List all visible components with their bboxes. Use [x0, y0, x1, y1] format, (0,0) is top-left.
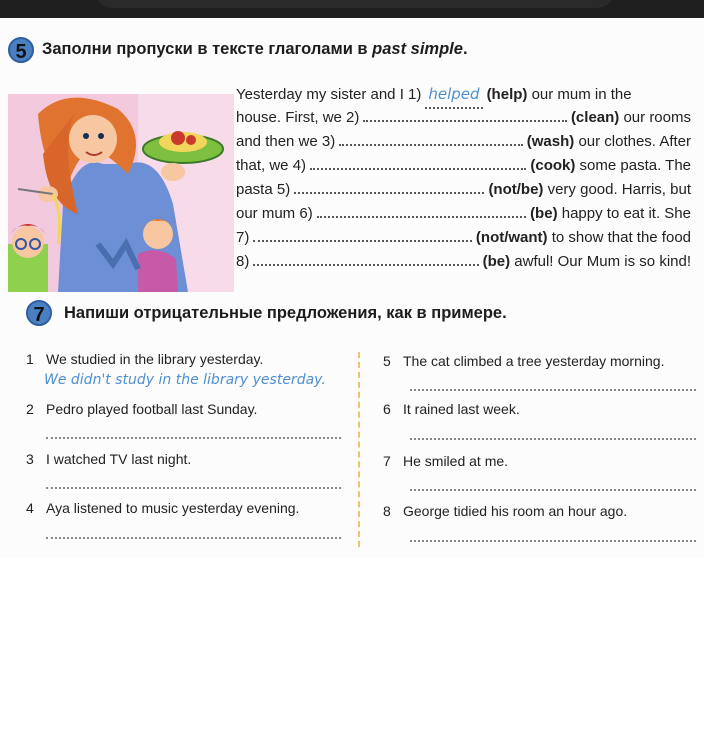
answer-line-2[interactable] [46, 437, 341, 439]
answer-blank-4[interactable] [310, 168, 526, 170]
item-text: Pedro played football last Sunday. [46, 401, 258, 417]
answer-line-8[interactable] [410, 540, 696, 542]
line-text: our rooms [623, 109, 691, 126]
girl-cooking-illustration [8, 94, 234, 292]
text-line-4 [236, 154, 691, 178]
text-line-1 [236, 82, 691, 106]
answer-helped[interactable]: helped [428, 85, 480, 103]
top-bar [0, 0, 704, 18]
sentence-item-8 [383, 503, 627, 519]
line-text: and then we 3) [236, 133, 336, 150]
answer-line-6[interactable] [410, 438, 696, 440]
verb-hint: (help) [486, 86, 528, 103]
answer-blank-6[interactable] [317, 216, 526, 218]
line-text: very good. Harris, but [547, 181, 691, 198]
line-text: house. First, we 2) [236, 109, 360, 126]
line-text: our mum 6) [236, 205, 313, 222]
item-text: George tidied his room an hour ago. [403, 503, 628, 519]
line-text: some pasta. The [579, 157, 691, 174]
exercise-5-badge: 5 [8, 37, 34, 63]
item-text: It rained last week. [403, 401, 520, 417]
item-number: 1 [26, 351, 34, 367]
verb-hint: (cook) [530, 157, 576, 174]
line-text: 7) [236, 229, 250, 246]
line-text: to show that the food [551, 229, 691, 246]
item-number: 2 [26, 401, 34, 417]
verb-hint: (clean) [570, 109, 620, 126]
example-answer: We didn't study in the library yesterday. [44, 372, 326, 388]
exercise-5-title [42, 40, 468, 59]
line-text: that, we 4) [236, 157, 307, 174]
item-number: 4 [26, 500, 34, 516]
item-number: 7 [383, 453, 391, 469]
answer-blank-2[interactable] [363, 120, 567, 122]
item-text: The cat climbed a tree yesterday morning. [403, 353, 665, 369]
exercise-7-title: Напиши отрицательные предложения, как в примере. [64, 304, 507, 322]
exercise-5-text [236, 82, 691, 274]
sentence-item-5 [383, 353, 664, 369]
item-number: 6 [383, 401, 391, 417]
answer-line-7[interactable] [410, 489, 696, 491]
answer-blank-5[interactable] [294, 192, 484, 194]
text-line-2 [236, 106, 691, 130]
exercise-5-title-end: . [462, 40, 468, 58]
line-text: Yesterday my sister and I 1) [236, 86, 422, 103]
sentence-item-7 [383, 453, 508, 469]
text-line-6 [236, 202, 691, 226]
verb-hint: (not/be) [488, 181, 544, 198]
exercise-5-title-text: Заполни пропуски в тексте глаголами в [42, 40, 373, 58]
exercise-7-badge: 7 [26, 300, 52, 326]
top-bar-pill [95, 0, 615, 8]
column-divider [358, 352, 360, 547]
verb-hint: (be) [482, 253, 511, 270]
item-number: 8 [383, 503, 391, 519]
answer-line-4[interactable] [46, 537, 341, 539]
item-text: We studied in the library yesterday. [46, 351, 264, 367]
text-line-5 [236, 178, 691, 202]
verb-hint: (be) [530, 205, 558, 222]
answer-blank-8[interactable] [253, 264, 478, 266]
item-number: 5 [383, 353, 391, 369]
line-text: awful! Our Mum is so kind! [514, 253, 691, 270]
sentence-item-3 [26, 451, 191, 467]
text-line-7 [236, 226, 691, 250]
sentence-item-2 [26, 401, 257, 417]
item-number: 3 [26, 451, 34, 467]
line-text: pasta 5) [236, 181, 291, 198]
sentence-item-6 [383, 401, 520, 417]
answer-line-5[interactable] [410, 389, 696, 391]
item-text: He smiled at me. [403, 453, 509, 469]
verb-hint: (wash) [526, 133, 575, 150]
answer-blank-3[interactable] [339, 144, 523, 146]
text-line-8 [236, 250, 691, 274]
line-text: 8) [236, 253, 250, 270]
item-text: I watched TV last night. [46, 451, 192, 467]
line-text: our mum in the [531, 86, 632, 103]
item-text: Aya listened to music yesterday evening. [46, 500, 300, 516]
exercise-5-title-emph: past simple [372, 40, 463, 58]
line-text: our clothes. After [578, 133, 691, 150]
answer-blank-7[interactable] [253, 240, 472, 242]
text-line-3 [236, 130, 691, 154]
sentence-item-1 [26, 351, 263, 367]
answer-line-3[interactable] [46, 487, 341, 489]
sentence-item-4 [26, 500, 299, 516]
line-text: happy to eat it. She [561, 205, 691, 222]
verb-hint: (not/want) [475, 229, 548, 246]
